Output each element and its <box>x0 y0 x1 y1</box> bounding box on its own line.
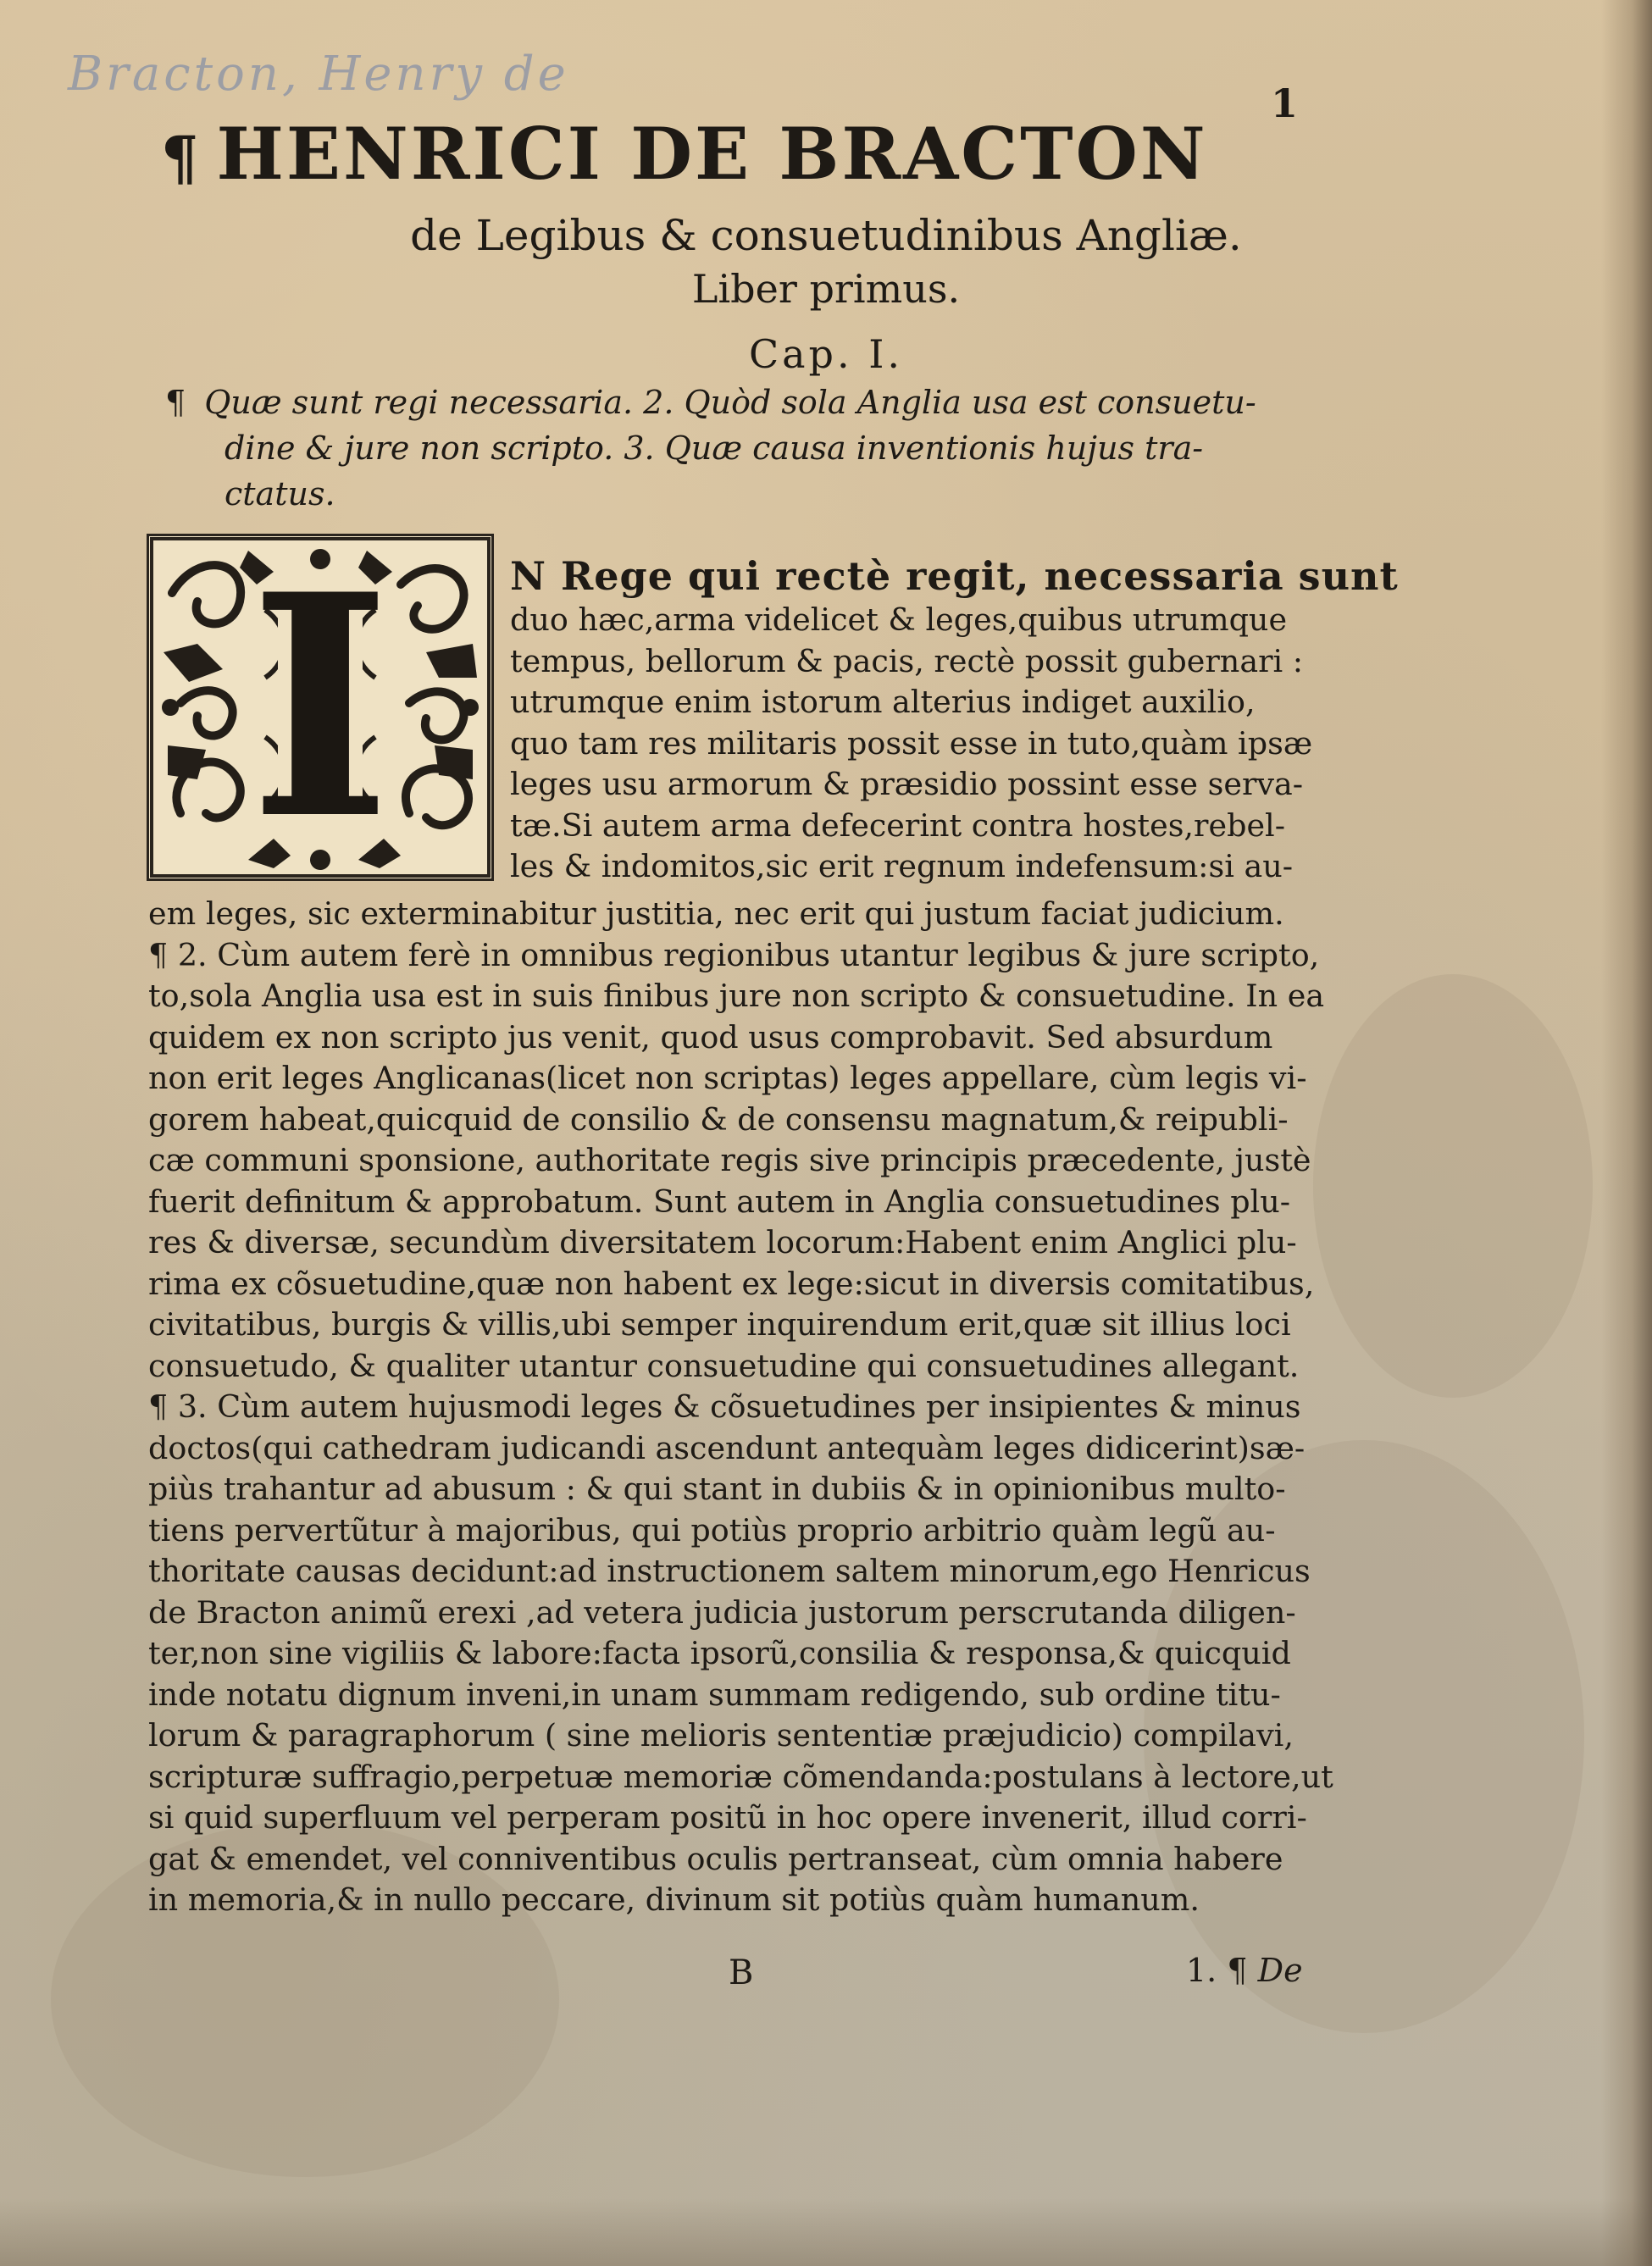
text-line: fuerit definitum & approbatum. Sunt autem in Anglia consuetudines plu- <box>148 1183 1291 1220</box>
manuscript-pencil-note: Bracton, Henry de <box>68 47 569 102</box>
text-line: gorem habeat,quicquid de consilio & de consensu magnatum,& reipubli- <box>148 1100 1289 1138</box>
text-line: in memoria,& in nullo peccare, divinum sit potiùs quàm humanum. <box>148 1881 1200 1918</box>
text-line: leges usu armorum & præsidio possint esse serva- <box>510 766 1304 802</box>
summary-line: ctatus. <box>225 475 335 512</box>
text-line: N Rege qui rectè regit, necessaria sunt <box>510 553 1399 599</box>
text-line: consuetudo, & qualiter utantur consuetudine qui consuetudines allegant. <box>148 1347 1300 1384</box>
text-line: utrumque enim istorum alterius indiget auxilio, <box>510 684 1256 720</box>
chapter-heading: Cap. I. <box>748 331 904 377</box>
text-line: piùs trahantur ad abusum : & qui stant in dubiis & in opinionibus multo- <box>148 1471 1286 1507</box>
catchword <box>1186 1952 1303 1989</box>
text-line: ¶ 2. Cùm autem ferè in omnibus regionibus utantur legibus & jure scripto, <box>148 936 1320 973</box>
text-line: gat & emendet, vel conniventibus oculis pertranseat, cùm omnia habere <box>148 1840 1283 1877</box>
text-line: tempus, bellorum & pacis, rectè possit gubernari : <box>510 642 1304 679</box>
signature-mark: B <box>729 1953 754 1992</box>
text-line: scripturæ suffragio,perpetuæ memoriæ cõmendanda:postulans à lectore,ut <box>148 1758 1333 1795</box>
drop-cap-letter: I <box>248 528 392 886</box>
text-line: les & indomitos,sic erit regnum indefensum:si au- <box>510 848 1294 884</box>
text-line: quo tam res militaris possit esse in tuto,quàm ipsæ <box>510 724 1313 762</box>
text-line: doctos(qui cathedram judicandi ascendunt antequàm leges didicerint)sæ- <box>148 1429 1306 1466</box>
title-text: HENRICI DE BRACTON <box>216 112 1208 196</box>
text-line: cæ communi sponsione, authoritate regis sive principis præcedente, justè <box>148 1142 1311 1178</box>
text-line: si quid superfluum vel perperam positũ in hoc opere invenerit, illud corri- <box>148 1799 1307 1836</box>
text-line: res & diversæ, secundùm diversitatem locorum:Habent enim Anglici plu- <box>148 1224 1297 1260</box>
text-line: non erit leges Anglicanas(licet non scriptas) leges appellare, cùm legis vi- <box>148 1060 1307 1096</box>
text-line: rima ex cõsuetudine,quæ non habent ex lege:sicut in diversis comitatibus, <box>148 1265 1315 1302</box>
pilcrow-icon: ¶ <box>161 123 202 193</box>
decorated-initial <box>147 528 494 886</box>
text-line: em leges, sic exterminabitur justitia, nec erit qui justum faciat judicium. <box>148 895 1284 932</box>
text-line: ter,non sine vigiliis & labore:facta ipsorũ,consilia & responsa,& quicquid <box>148 1635 1291 1671</box>
text-line: thoritate causas decidunt:ad instructionem saltem minorum,ego Henricus <box>148 1553 1311 1589</box>
catchword-prefix: 1. ¶ <box>1186 1952 1248 1989</box>
text-line: duo hæc,arma videlicet & leges,quibus utrumque <box>510 601 1288 638</box>
text-line: ¶ 3. Cùm autem hujusmodi leges & cõsuetudines per insipientes & minus <box>148 1388 1301 1425</box>
text-line: tæ.Si autem arma defecerint contra hostes,rebel- <box>510 806 1286 844</box>
catchword-text: De <box>1257 1952 1303 1989</box>
chapter-summary <box>165 380 1300 517</box>
text-line: inde notatu dignum inveni,in unam summam redigendo, sub ordine titu- <box>148 1676 1281 1713</box>
text-line: de Bracton animũ erexi ,ad vetera judicia justorum perscrutanda diligen- <box>148 1593 1296 1631</box>
page-subtitle: de Legibus & consuetudinibus Angliæ. <box>410 211 1242 260</box>
text-line: lorum & paragraphorum ( sine melioris sententiæ præjudicio) compilavi, <box>148 1717 1294 1754</box>
text-line: quidem ex non scripto jus venit, quod usus comprobavit. Sed absurdum <box>148 1018 1273 1055</box>
summary-line: ¶ Quæ sunt regi necessaria. 2. Quòd sola Anglia usa est consuetu- <box>165 384 1256 421</box>
pilcrow-icon: ¶ <box>165 384 186 421</box>
summary-line: dine & jure non scripto. 3. Quæ causa inventionis hujus tra- <box>225 429 1204 467</box>
page-title <box>161 112 1288 201</box>
page-edge-shadow <box>0 2198 1652 2266</box>
folio-number: 1 <box>1271 80 1299 126</box>
text-line: tiens pervertũtur à majoribus, qui potiùs proprio arbitrio quàm legũ au- <box>148 1511 1276 1549</box>
paper-stain <box>1313 974 1593 1398</box>
book-label: Liber primus. <box>691 266 961 312</box>
opening-paragraph <box>510 552 1399 888</box>
text-line: to,sola Anglia usa est in suis finibus jure non scripto & consuetudine. In ea <box>148 978 1325 1014</box>
main-text <box>148 894 1333 1921</box>
text-line: civitatibus, burgis & villis,ubi semper inquirendum erit,quæ sit illius loci <box>148 1306 1291 1343</box>
